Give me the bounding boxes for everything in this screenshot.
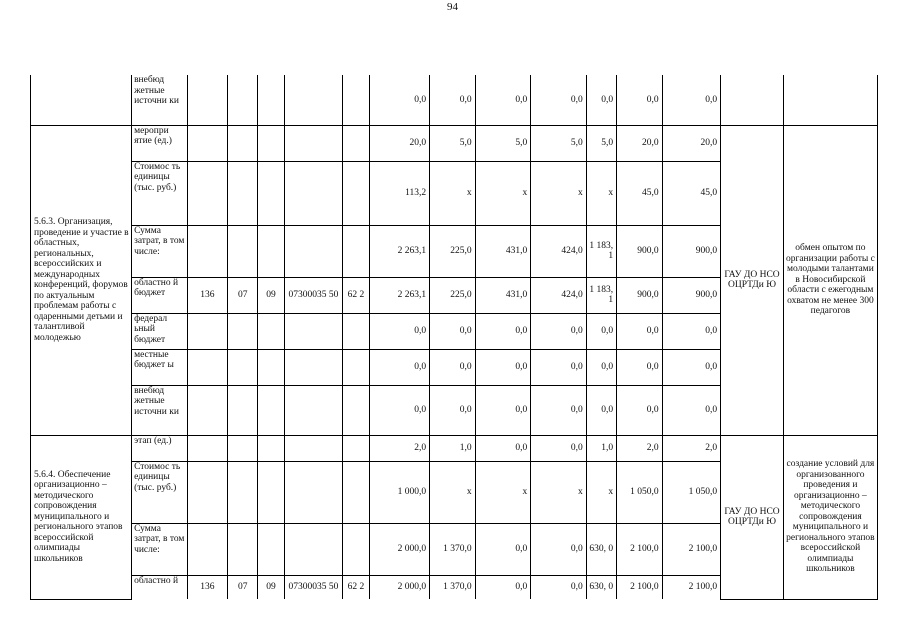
budget-code-cell [187,161,227,225]
amount-cell: х [475,161,531,225]
funding-source-label: Сумма затрат, в том числе: [132,225,188,277]
amount-cell: 2 263,1 [369,277,430,313]
amount-cell: 0,0 [586,385,616,435]
amount-cell: 0,0 [662,75,721,125]
amount-cell: 0,0 [369,385,430,435]
amount-cell: 2,0 [617,435,662,461]
amount-cell: 431,0 [475,225,531,277]
amount-cell: 1 000,0 [369,461,430,523]
measure-name: 5.6.3. Организация, проведение и участие в областных, региональных, всероссийских и международных конференций, форумов по актуальным проблемам работы с одаренными детьми и талантливой молодежью [31,125,132,435]
amount-cell: 20,0 [369,125,430,161]
budget-code-cell [187,523,227,575]
budget-code-cell [284,523,343,575]
budget-code-cell [228,385,258,435]
amount-cell: 5,0 [531,125,587,161]
budget-code-cell [343,75,369,125]
amount-cell: 900,0 [662,277,721,313]
budget-code-cell [284,385,343,435]
amount-cell: 431,0 [475,277,531,313]
amount-cell: 2 100,0 [662,523,721,575]
budget-code-cell [228,125,258,161]
budget-code-cell [343,385,369,435]
amount-cell: 5,0 [475,125,531,161]
budget-code-cell [228,313,258,349]
amount-cell: х [430,161,475,225]
amount-cell: 1 050,0 [662,461,721,523]
amount-cell: х [586,161,616,225]
amount-cell: 0,0 [369,75,430,125]
budget-code-cell [228,523,258,575]
executor-cell: ГАУ ДО НСО ОЦРТДи Ю [721,435,784,599]
budget-code-cell [284,75,343,125]
funding-source-label: внебюд жетные источни ки [132,385,188,435]
budget-code-cell [258,349,284,385]
budget-code-cell [228,161,258,225]
amount-cell: 424,0 [531,225,587,277]
budget-code-cell [258,385,284,435]
budget-code-cell [284,461,343,523]
amount-cell: 0,0 [475,75,531,125]
amount-cell: 900,0 [617,225,662,277]
amount-cell: 5,0 [586,125,616,161]
amount-cell: 0,0 [617,349,662,385]
budget-code-cell [228,225,258,277]
amount-cell: 0,0 [586,75,616,125]
amount-cell: 0,0 [531,575,587,599]
amount-cell: 2 000,0 [369,523,430,575]
amount-cell: 0,0 [531,313,587,349]
amount-cell: 20,0 [617,125,662,161]
funding-source-label: Стоимос ть единицы (тыс. руб.) [132,461,188,523]
budget-code-cell [187,313,227,349]
amount-cell: 0,0 [617,385,662,435]
funding-source-label: Сумма затрат, в том числе: [132,523,188,575]
amount-cell: 1,0 [586,435,616,461]
budget-code-cell [343,523,369,575]
table-row [31,75,878,125]
budget-code-cell [187,125,227,161]
amount-cell: 225,0 [430,225,475,277]
amount-cell: 1 050,0 [617,461,662,523]
budget-code-cell [343,125,369,161]
budget-code-cell [284,225,343,277]
amount-cell: 0,0 [617,313,662,349]
budget-code-cell [187,435,227,461]
budget-code-cell [187,225,227,277]
amount-cell: 630, 0 [586,575,616,599]
budget-code-cell: 09 [258,277,284,313]
amount-cell: 0,0 [369,349,430,385]
funding-source-label: областно й бюджет [132,277,188,313]
budget-code-cell [228,461,258,523]
table-row [31,435,878,461]
funding-source-label: Стоимос ть единицы (тыс. руб.) [132,161,188,225]
funding-source-label: этап (ед.) [132,435,188,461]
budget-code-cell [258,161,284,225]
budget-code-cell [343,161,369,225]
budget-code-cell [258,75,284,125]
funding-source-label: меропри ятие (ед.) [132,125,188,161]
funding-source-label: областно й [132,575,188,599]
amount-cell: 45,0 [617,161,662,225]
budget-code-cell [284,313,343,349]
budget-code-cell [284,161,343,225]
amount-cell: 2 100,0 [662,575,721,599]
budget-code-cell [343,313,369,349]
amount-cell: 113,2 [369,161,430,225]
amount-cell: 0,0 [475,313,531,349]
budget-code-cell: 136 [187,575,227,599]
amount-cell: 1 183, 1 [586,225,616,277]
budget-code-cell: 136 [187,277,227,313]
budget-code-cell [258,313,284,349]
budget-code-cell [258,225,284,277]
amount-cell: 630, 0 [586,523,616,575]
expected-result-cell [783,75,877,125]
amount-cell: 1 370,0 [430,575,475,599]
budget-code-cell [258,125,284,161]
amount-cell: 1,0 [430,435,475,461]
amount-cell: 1 183, 1 [586,277,616,313]
amount-cell: 2,0 [369,435,430,461]
amount-cell: 900,0 [617,277,662,313]
budget-code-cell [187,349,227,385]
amount-cell: 0,0 [475,435,531,461]
amount-cell: 0,0 [662,385,721,435]
amount-cell: 424,0 [531,277,587,313]
funding-source-label: внебюд жетные источни ки [132,75,188,125]
budget-code-cell [258,461,284,523]
amount-cell: 0,0 [475,523,531,575]
funding-source-label: местные бюджет ы [132,349,188,385]
amount-cell: х [531,161,587,225]
amount-cell: 0,0 [531,349,587,385]
amount-cell: 0,0 [430,385,475,435]
amount-cell: 0,0 [430,75,475,125]
amount-cell: 2,0 [662,435,721,461]
measure-name: 5.6.4. Обеспечение организационно – методического сопровождения муниципального и регионального этапов всероссийской олимпиады школьников [31,435,132,599]
amount-cell: 0,0 [662,349,721,385]
amount-cell: 0,0 [475,575,531,599]
expected-result-cell: обмен опытом по организации работы с молодыми талантами в Новосибирской области с ежегодным охватом не менее 300 педагогов [783,125,877,435]
budget-code-cell: 62 2 [343,575,369,599]
amount-cell: 2 100,0 [617,575,662,599]
budget-code-cell [343,225,369,277]
budget-code-cell [343,349,369,385]
amount-cell: 0,0 [369,313,430,349]
amount-cell: 45,0 [662,161,721,225]
amount-cell: 0,0 [531,523,587,575]
amount-cell: 0,0 [531,385,587,435]
executor-cell: ГАУ ДО НСО ОЦРТДи Ю [721,125,784,435]
amount-cell: 0,0 [531,75,587,125]
amount-cell: 225,0 [430,277,475,313]
amount-cell: 0,0 [617,75,662,125]
amount-cell: 900,0 [662,225,721,277]
amount-cell: 0,0 [475,385,531,435]
table-row [31,125,878,161]
amount-cell: х [430,461,475,523]
amount-cell: 2 263,1 [369,225,430,277]
amount-cell: 0,0 [430,349,475,385]
amount-cell: 5,0 [430,125,475,161]
table-body [31,75,878,599]
budget-code-cell: 07300035 50 [284,575,343,599]
amount-cell: 1 370,0 [430,523,475,575]
amount-cell: 20,0 [662,125,721,161]
amount-cell: 2 100,0 [617,523,662,575]
amount-cell: 0,0 [662,313,721,349]
budget-code-cell [343,461,369,523]
budget-code-cell [228,75,258,125]
budget-code-cell [258,523,284,575]
budget-code-cell [284,435,343,461]
budget-code-cell: 07 [228,277,258,313]
amount-cell: 0,0 [586,313,616,349]
amount-cell: 2 000,0 [369,575,430,599]
budget-code-cell [284,349,343,385]
expected-result-cell: создание условий для организованного проведения и организационно – методического сопровождения муниципального и регионального этапов всероссийской олимпиады школьников [783,435,877,599]
amount-cell: х [586,461,616,523]
budget-code-cell [343,435,369,461]
amount-cell: 0,0 [430,313,475,349]
budget-code-cell [228,435,258,461]
amount-cell: 0,0 [475,349,531,385]
amount-cell: 0,0 [586,349,616,385]
budget-code-cell: 62 2 [343,277,369,313]
budget-code-cell [187,75,227,125]
budget-code-cell: 07 [228,575,258,599]
budget-code-cell: 09 [258,575,284,599]
executor-cell [721,75,784,125]
budget-code-cell: 07300035 50 [284,277,343,313]
budget-code-cell [258,435,284,461]
page-number: 94 [447,1,458,13]
amount-cell: х [475,461,531,523]
budget-table [30,75,878,600]
measure-name [31,75,132,125]
budget-code-cell [187,385,227,435]
funding-source-label: федерал ьный бюджет [132,313,188,349]
amount-cell: х [531,461,587,523]
budget-code-cell [187,461,227,523]
amount-cell: 0,0 [531,435,587,461]
budget-code-cell [228,349,258,385]
budget-code-cell [284,125,343,161]
